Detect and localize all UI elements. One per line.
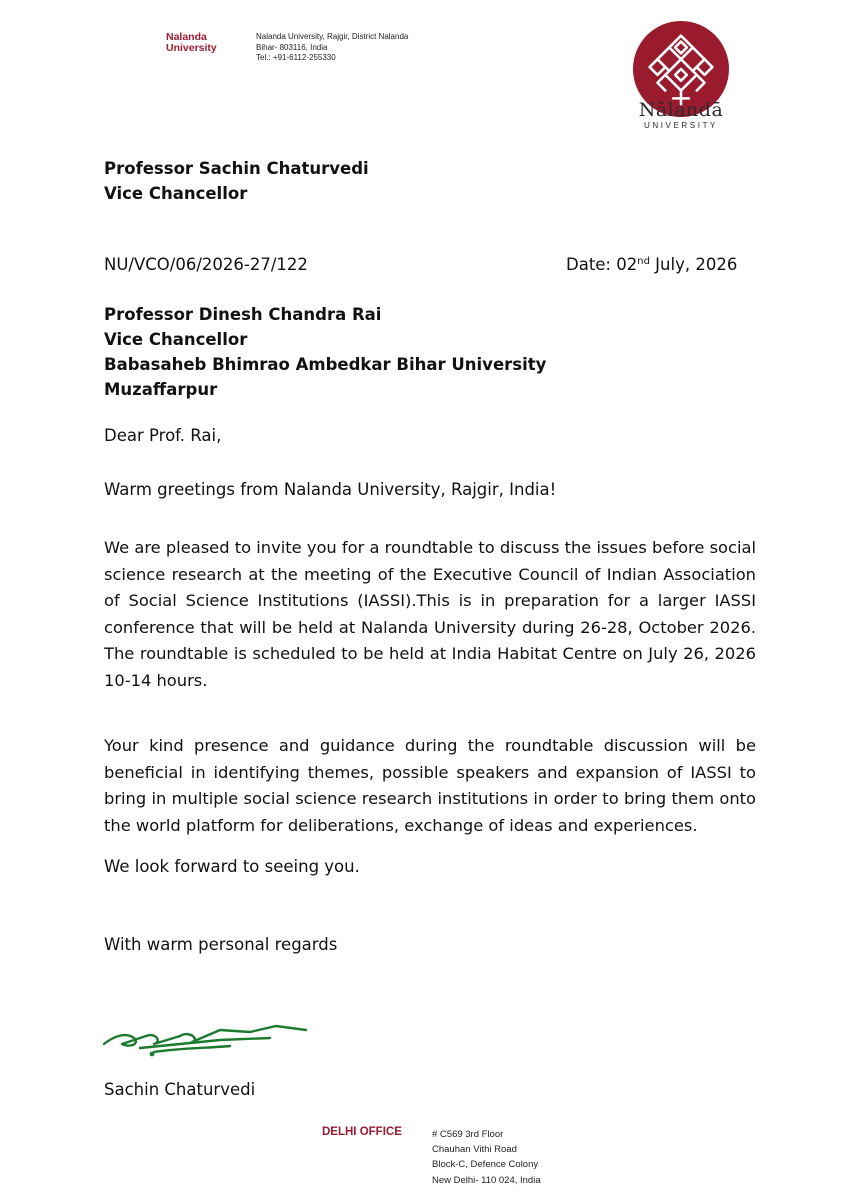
logo-wordmark: Nālandā bbox=[638, 99, 724, 121]
signatory-name: Sachin Chaturvedi bbox=[104, 1080, 256, 1099]
recipient-institution: Babasaheb Bhimrao Ambedkar Bihar University bbox=[104, 355, 547, 374]
letterhead-address-line: Bihar- 803116, India bbox=[256, 42, 328, 52]
footer-address-line: New Delhi- 110 024, India bbox=[432, 1174, 541, 1186]
footer-address-line: Block-C, Defence Colony bbox=[432, 1159, 539, 1171]
body-paragraph: We are pleased to invite you for a roundtable to discuss the issues before social science research at the meeting of the Executive Council of Indian Association of Social Science Institutions (IASSI).This is in preparation for a larger IASSI conference that will be held at Nalanda University during 26-28, October 2026. The roundtable is scheduled to be held at India Habitat Centre on July 26, 2026 10-14 hours. bbox=[104, 538, 756, 690]
look-forward-line: We look forward to seeing you. bbox=[104, 857, 360, 876]
letterhead-name-line2: University bbox=[166, 42, 217, 54]
letterhead-university-name bbox=[166, 32, 217, 54]
letterhead-address bbox=[256, 32, 408, 64]
sender-title: Vice Chancellor bbox=[104, 184, 248, 203]
letterhead-name-line1: Nalanda bbox=[166, 31, 207, 43]
sender-block bbox=[104, 156, 369, 206]
recipient-name: Professor Dinesh Chandra Rai bbox=[104, 305, 382, 324]
recipient-block bbox=[104, 302, 546, 402]
letterhead-address-line: Nalanda University, Rajgir, District Nalanda bbox=[256, 32, 409, 41]
date-prefix: Date: 02 bbox=[566, 255, 638, 274]
footer-office-address bbox=[432, 1127, 541, 1188]
body-paragraph: Your kind presence and guidance during the roundtable discussion will be beneficial in identifying themes, possible speakers and expansion of IASSI to bring in multiple social science research institutions in order to bring them onto the world platform for deliberations, exchange of ideas and experiences. bbox=[104, 736, 756, 835]
letter-date bbox=[566, 255, 737, 274]
recipient-city: Muzaffarpur bbox=[104, 380, 218, 399]
footer-address-line: Chauhan Vithi Road bbox=[432, 1144, 517, 1156]
letterhead-address-line: Tel.: +91-6112-255330 bbox=[256, 53, 336, 62]
closing-line: With warm personal regards bbox=[104, 935, 338, 954]
reference-number: NU/VCO/06/2026-27/122 bbox=[104, 255, 308, 274]
sender-name: Professor Sachin Chaturvedi bbox=[104, 159, 369, 178]
handwritten-signature bbox=[100, 1018, 312, 1058]
footer-office-label: DELHI OFFICE bbox=[322, 1126, 402, 1138]
greeting-line: Warm greetings from Nalanda University, Rajgir, India! bbox=[104, 480, 557, 499]
date-rest: July, 2026 bbox=[649, 255, 738, 274]
date-ordinal: nd bbox=[637, 256, 650, 267]
footer-address-line: # C569 3rd Floor bbox=[432, 1129, 504, 1140]
salutation: Dear Prof. Rai, bbox=[104, 426, 222, 445]
recipient-title: Vice Chancellor bbox=[104, 330, 248, 349]
logo-subtitle: UNIVERSITY bbox=[643, 121, 718, 130]
